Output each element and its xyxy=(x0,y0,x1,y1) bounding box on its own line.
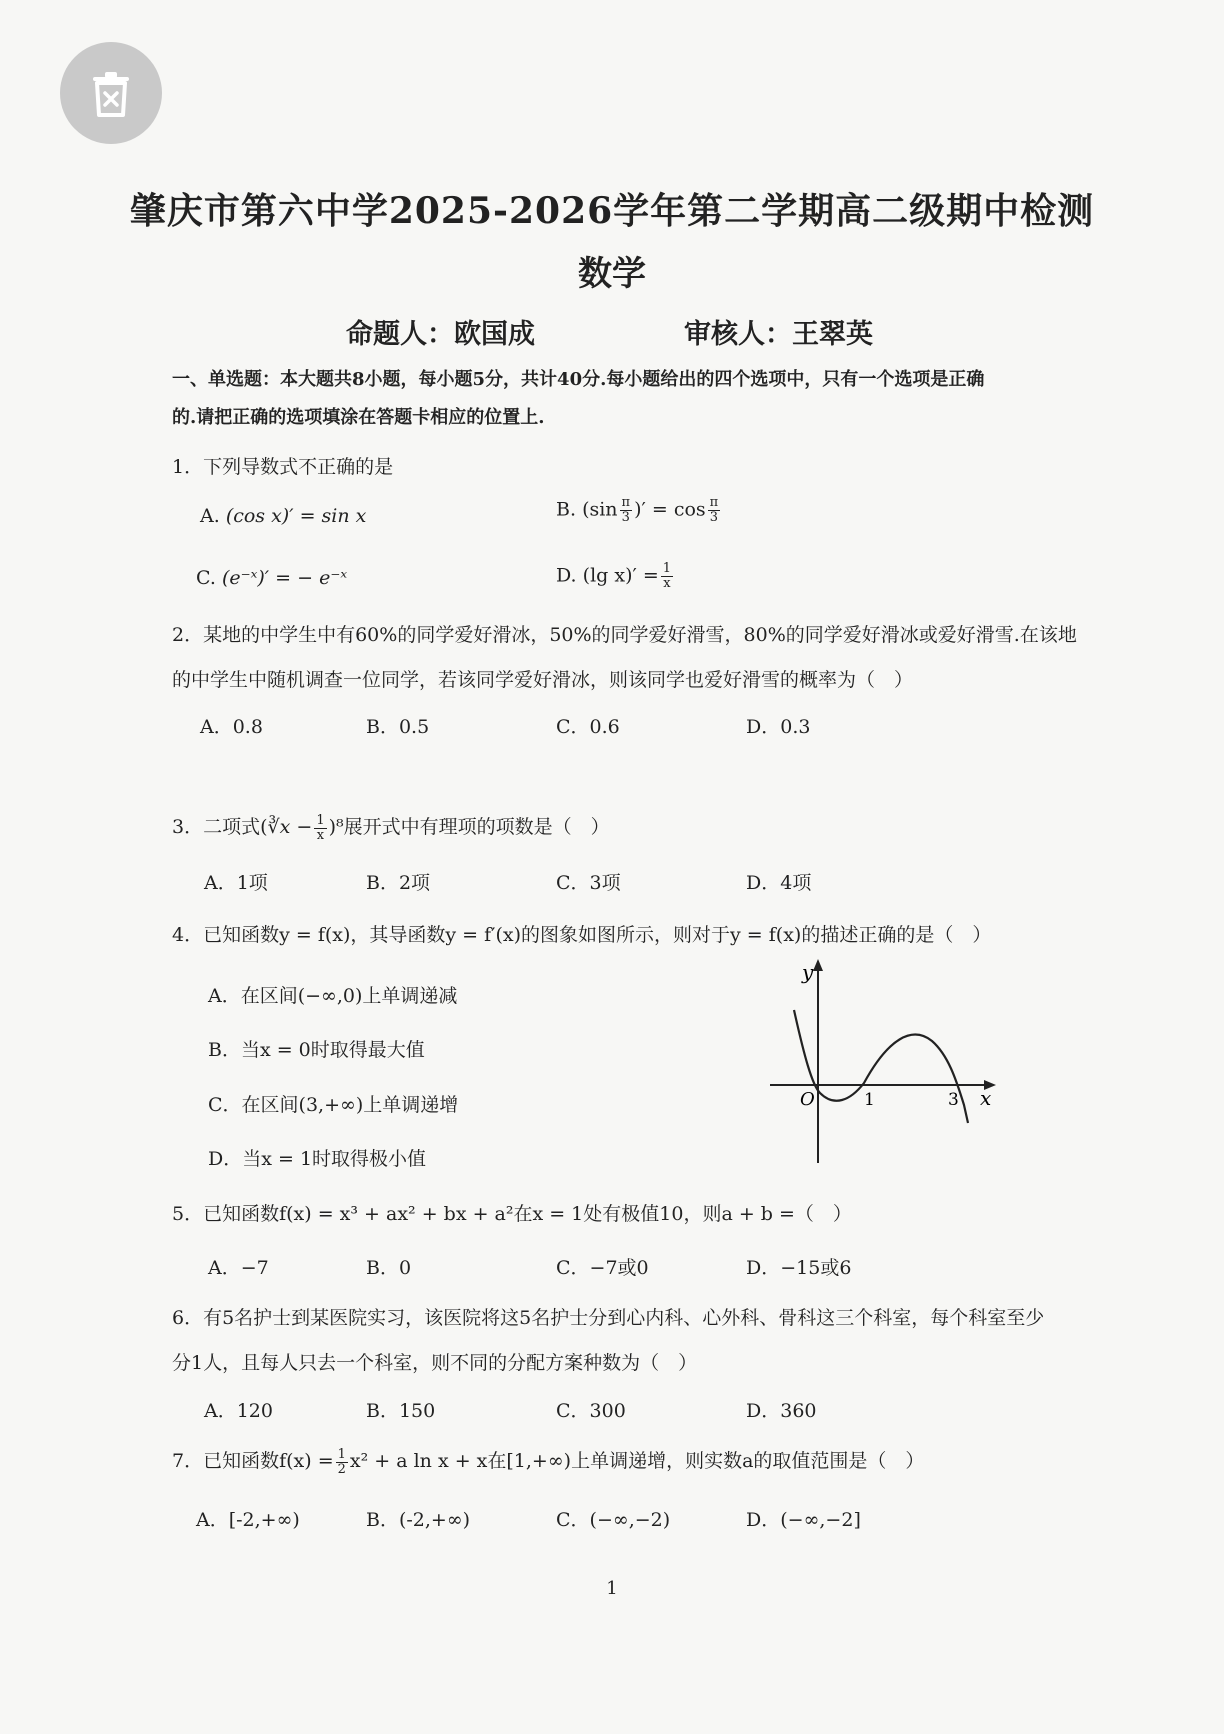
q4-option-d: D．当x = 1时取得极小值 xyxy=(208,1148,427,1170)
q1-stem: 1．下列导数式不正确的是 xyxy=(172,456,394,478)
q1-option-b-pre: (sin xyxy=(582,498,618,521)
exam-author: 命题人：欧国成 xyxy=(346,319,535,350)
graph-y-label: y xyxy=(802,960,814,984)
q3-stem-frac xyxy=(314,814,326,843)
q1-option-d xyxy=(556,562,675,591)
q1-b-num1: π xyxy=(621,495,631,510)
q5-stem: 5．已知函数f(x) = x³ + ax² + bx + a²在x = 1处有极值10，则a + b =（ ） xyxy=(172,1203,852,1225)
q2-stem-line1: 2．某地的中学生中有60%的同学爱好滑冰，50%的同学爱好滑雪，80%的同学爱好滑冰或爱好滑雪.在该地 xyxy=(172,624,1077,646)
q1-option-a-label: A. xyxy=(200,505,220,527)
q7-stem-pre: 7．已知函数f(x) = xyxy=(172,1450,334,1472)
q4-stem: 4．已知函数y = f(x)，其导函数y = f′(x)的图象如图所示，则对于y = f(x)的描述正确的是（ ） xyxy=(172,924,992,946)
exam-reviewer: 审核人：王翠英 xyxy=(684,319,873,350)
q4-option-c: C．在区间(3,+∞)上单调递增 xyxy=(208,1094,459,1116)
q7-option-b: B．(-2,+∞) xyxy=(366,1509,471,1531)
q7-num: 1 xyxy=(337,1446,346,1462)
q1-option-b-frac1 xyxy=(620,496,633,525)
q5-option-d: D．−15或6 xyxy=(746,1257,852,1279)
q3-stem-pre: 3．二项式( xyxy=(172,816,268,838)
q1-b-den1: 3 xyxy=(621,510,630,525)
q3-stem xyxy=(172,812,610,843)
q1-option-c xyxy=(196,567,347,589)
q5-option-b: B．0 xyxy=(366,1257,412,1279)
graph-curve xyxy=(794,1010,968,1123)
q1-option-d-frac xyxy=(661,562,673,591)
q1-option-c-label: C. xyxy=(196,567,216,589)
q3-stem-root: ∛x − xyxy=(267,816,313,838)
q2-stem-line2: 的中学生中随机调查一位同学，若该同学爱好滑冰，则该同学也爱好滑雪的概率为（ ） xyxy=(172,669,914,691)
q6-option-c: C．300 xyxy=(556,1400,626,1422)
q1-option-b-label: B. xyxy=(556,498,577,521)
graph-x-label: x xyxy=(980,1086,992,1110)
q6-option-a: A．120 xyxy=(204,1400,273,1422)
q3-option-d: D．4项 xyxy=(746,872,812,894)
q2-option-c: C．0.6 xyxy=(556,716,620,738)
q3-option-c: C．3项 xyxy=(556,872,621,894)
q3-option-b: B．2项 xyxy=(366,872,431,894)
q6-option-d: D．360 xyxy=(746,1400,817,1422)
section-instructions-line1: 一、单选题：本大题共8小题，每小题5分，共计40分.每小题给出的四个选项中，只有一个选项是正确 xyxy=(172,369,985,390)
q7-den: 2 xyxy=(337,1461,346,1477)
derivative-graph xyxy=(760,955,1000,1165)
graph-origin-label: O xyxy=(800,1089,815,1110)
q1-option-d-pre: (lg x)′ = xyxy=(582,564,659,587)
q7-stem-frac xyxy=(336,1448,348,1477)
q3-option-a: A．1项 xyxy=(204,872,268,894)
q1-option-b xyxy=(556,496,722,525)
q5-option-c: C．−7或0 xyxy=(556,1257,649,1279)
q4-option-a: A．在区间(−∞,0)上单调递减 xyxy=(208,985,458,1007)
q6-stem-line2: 分1人，且每人只去一个科室，则不同的分配方案种数为（ ） xyxy=(172,1352,698,1374)
trash-icon xyxy=(91,71,131,117)
q3-den: x xyxy=(316,827,325,843)
q2-option-d: D．0.3 xyxy=(746,716,811,738)
exam-title: 肇庆市第六中学2025-2026学年第二学期高二级期中检测 xyxy=(129,190,1095,232)
graph-tick-3: 3 xyxy=(948,1090,959,1110)
q1-option-d-label: D. xyxy=(556,564,577,587)
q7-stem-post: x² + a ln x + x在[1,+∞)上单调递增，则实数a的取值范围是（ ） xyxy=(349,1450,925,1472)
q1-option-b-mid: )′ = cos xyxy=(634,498,706,521)
graph-y-arrow xyxy=(813,959,823,971)
q1-b-den2: 3 xyxy=(709,510,719,525)
q7-option-c: C．(−∞,−2) xyxy=(556,1509,671,1531)
graph-tick-1: 1 xyxy=(864,1090,875,1110)
q2-option-a: A．0.8 xyxy=(200,716,263,738)
q3-num: 1 xyxy=(316,812,325,828)
q1-option-c-expr: (e⁻ˣ)′ = − e⁻ˣ xyxy=(221,567,348,589)
q7-option-d: D．(−∞,−2] xyxy=(746,1509,861,1531)
q7-option-a: A．[-2,+∞) xyxy=(196,1509,300,1531)
q1-d-num: 1 xyxy=(662,561,672,576)
q1-option-a xyxy=(200,505,366,527)
page-number: 1 xyxy=(606,1578,618,1599)
delete-button[interactable] xyxy=(60,42,162,144)
q6-option-b: B．150 xyxy=(366,1400,436,1422)
q5-option-a: A．−7 xyxy=(208,1257,269,1279)
q1-option-b-frac2 xyxy=(708,496,721,525)
section-instructions-line2: 的.请把正确的选项填涂在答题卡相应的位置上. xyxy=(172,407,545,428)
q4-option-b: B．当x = 0时取得最大值 xyxy=(208,1039,425,1061)
q6-stem-line1: 6．有5名护士到某医院实习，该医院将这5名护士分到心内科、心外科、骨科这三个科室，每个科室至少 xyxy=(172,1307,1045,1329)
exam-subject: 数学 xyxy=(578,254,646,294)
q1-option-a-expr: (cos x)′ = sin x xyxy=(225,505,367,527)
q2-option-b: B．0.5 xyxy=(366,716,430,738)
q7-stem xyxy=(172,1446,924,1477)
q1-b-num2: π xyxy=(709,495,719,510)
q1-d-den: x xyxy=(663,576,671,591)
q3-stem-post: )⁸展开式中有理项的项数是（ ） xyxy=(328,816,610,838)
